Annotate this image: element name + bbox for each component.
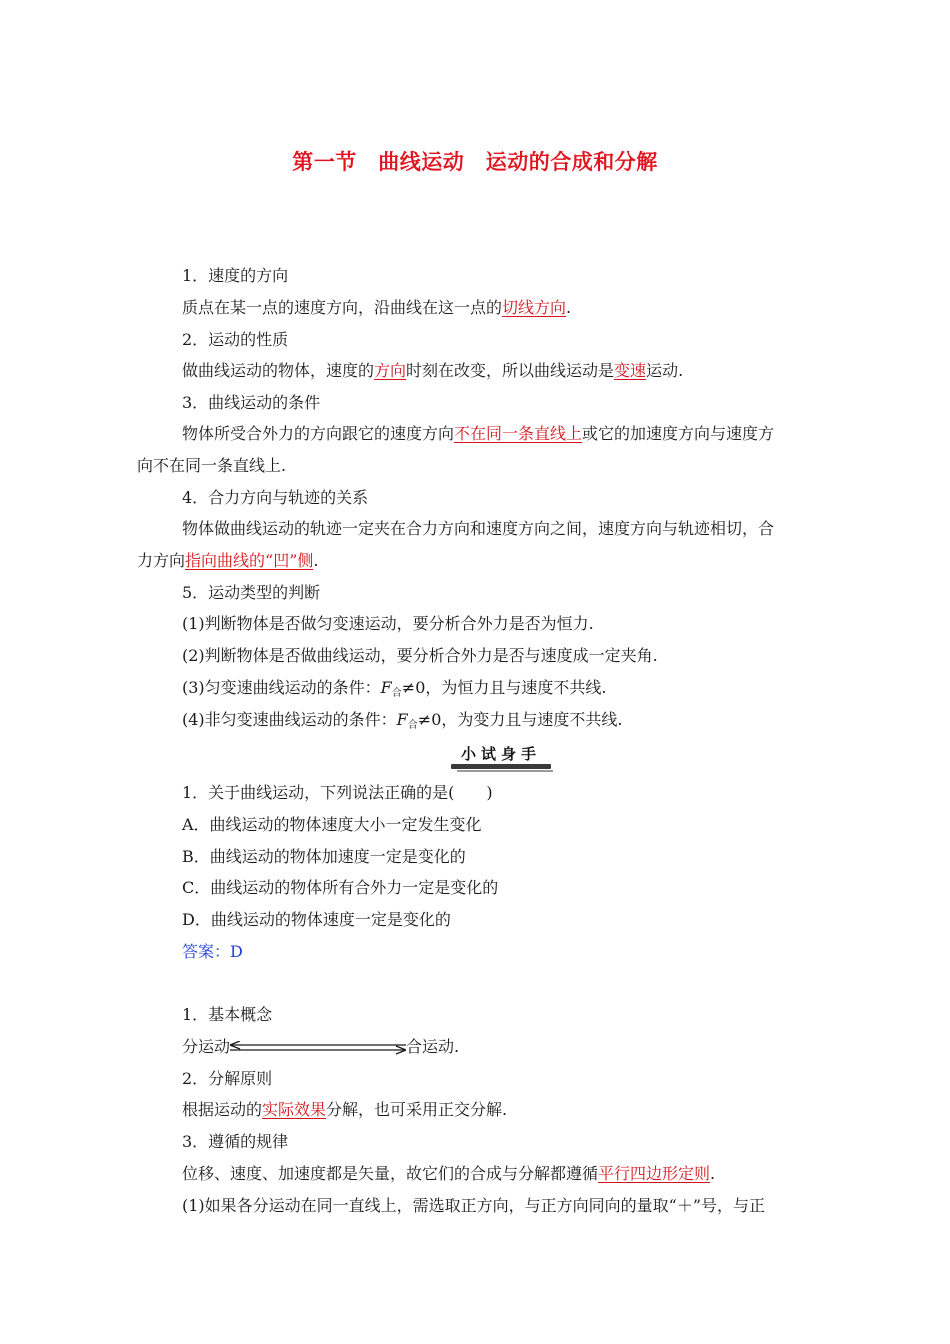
quiz-option-c: C．曲线运动的物体所有合外力一定是变化的 [182,878,499,897]
section-banner: 小试身手 [455,743,547,767]
heading-decomposition-principle: 2．分解原则 [182,1069,273,1088]
list-item: (4)非匀变速曲线运动的条件：$F_合\ne 0$，为变力且与速度不共线. [182,710,623,731]
heading-rules: 3．遵循的规律 [182,1132,289,1151]
paragraph-curve-condition-cont: 向不在同一条直线上. [137,456,287,475]
paragraph-decomposition-principle: 根据运动的实际效果分解，也可采用正交分解. [182,1100,508,1119]
quiz-answer: 答案：D [182,942,243,961]
quiz-option-d: D．曲线运动的物体速度一定是变化的 [182,910,451,929]
paragraph-force-trajectory-cont: 力方向指向曲线的“凹”侧. [137,551,319,570]
heading-basic-concept: 1．基本概念 [182,1005,273,1024]
quiz-option-a: A．曲线运动的物体速度大小一定发生变化 [182,815,482,834]
paragraph-same-line: (1)如果各分运动在同一直线上，需选取正方向，与正方向同向的量取“＋”号，与正 [182,1196,766,1215]
heading-force-trajectory: 4．合力方向与轨迹的关系 [182,488,369,507]
quiz-option-b: B．曲线运动的物体加速度一定是变化的 [182,847,466,866]
paragraph-motion-nature: 做曲线运动的物体，速度的方向时刻在改变，所以曲线运动是变速运动. [182,361,684,380]
fill-blank: 方向 [374,361,407,380]
fill-blank: 变速 [614,361,647,380]
paragraph-curve-condition: 物体所受合外力的方向跟它的速度方向不在同一条直线上或它的加速度方向与速度方 [182,424,775,443]
paragraph-force-trajectory: 物体做曲线运动的轨迹一定夹在合力方向和速度方向之间，速度方向与轨迹相切，合 [182,519,775,538]
list-item: (1)判断物体是否做匀变速运动，要分析合外力是否为恒力. [182,614,594,633]
heading-motion-nature: 2．运动的性质 [182,330,289,349]
list-item: (3)匀变速曲线运动的条件：$F_合\ne 0$，为恒力且与速度不共线. [182,678,607,699]
heading-velocity-direction: 1．速度的方向 [182,266,289,285]
paragraph-rules: 位移、速度、加速度都是矢量，故它们的合成与分解都遵循平行四边形定则. [182,1164,716,1183]
double-arrow-icon [230,1041,406,1055]
fill-blank: 切线方向 [502,298,567,317]
fill-blank: 不在同一条直线上 [454,424,583,443]
quiz-question: 1．关于曲线运动，下列说法正确的是( ) [182,783,493,802]
fill-blank: 指向曲线的“凹”侧 [185,551,314,570]
heading-motion-type: 5．运动类型的判断 [182,583,321,602]
page-title: 第一节 曲线运动 运动的合成和分解 [292,150,658,174]
heading-curve-condition: 3．曲线运动的条件 [182,393,321,412]
fill-blank: 实际效果 [262,1100,327,1119]
paragraph-basic-concept: 分运动 合运动. [182,1037,460,1056]
paragraph-velocity-direction: 质点在某一点的速度方向，沿曲线在这一点的切线方向. [182,298,572,317]
list-item: (2)判断物体是否做曲线运动，要分析合外力是否与速度成一定夹角. [182,646,658,665]
fill-blank: 平行四边形定则 [598,1164,711,1183]
